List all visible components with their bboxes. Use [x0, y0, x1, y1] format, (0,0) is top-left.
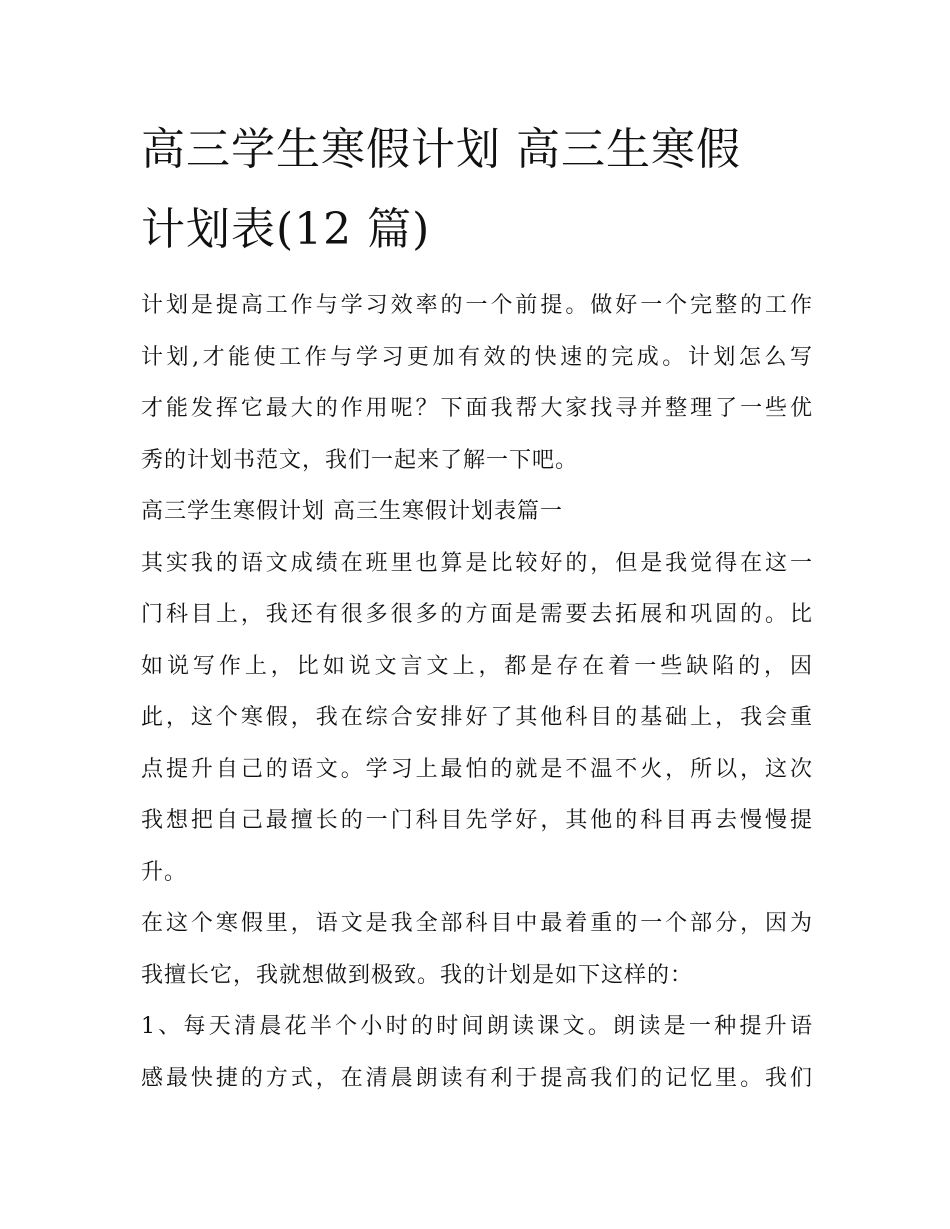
document-page — [141, 110, 813, 1104]
document-title — [141, 110, 813, 270]
paragraph-line: 其实我的语文成绩在班里也算是比较好的，但是我觉得在这一 — [141, 550, 813, 576]
paragraph-line: 升。 — [141, 859, 188, 885]
paragraph-line: 在这个寒假里，语文是我全部科目中最着重的一个部分，因为 — [141, 911, 813, 936]
list-item-line: 1、每天清晨花半个小时的时间朗读课文。朗读是一种提升语 — [141, 1014, 813, 1039]
paragraph-line: 门科目上，我还有很多很多的方面是需要去拓展和巩固的。比 — [141, 602, 813, 627]
document-body — [141, 280, 813, 1104]
list-item-line: 感最快捷的方式，在清晨朗读有利于提高我们的记忆里。我们 — [141, 1065, 813, 1091]
paragraph-line: 此，这个寒假，我在综合安排好了其他科目的基础上，我会重 — [141, 705, 813, 730]
paragraph-line: 才能发挥它最大的作用呢？下面我帮大家找寻并整理了一些优 — [141, 396, 813, 421]
paragraph-line: 计划是提高工作与学习效率的一个前提。做好一个完整的工作 — [141, 293, 813, 318]
section-heading: 高三学生寒假计划 高三生寒假计划表篇一 — [141, 499, 563, 524]
paragraph-line: 秀的计划书范文，我们一起来了解一下吧。 — [141, 447, 579, 473]
title-line-2: 计划表(12 篇) — [141, 204, 431, 255]
title-line-1: 高三学生寒假计划 高三生寒假 — [141, 124, 741, 175]
paragraph-line: 点提升自己的语文。学习上最怕的就是不温不火，所以，这次 — [141, 756, 813, 782]
paragraph-line: 如说写作上，比如说文言文上，都是存在着一些缺陷的，因 — [141, 653, 813, 679]
paragraph-line: 计划,才能使工作与学习更加有效的快速的完成。计划怎么写 — [141, 344, 813, 370]
paragraph-line: 我想把自己最擅长的一门科目先学好，其他的科目再去慢慢提 — [141, 808, 813, 833]
paragraph-line: 我擅长它，我就想做到极致。我的计划是如下这样的： — [141, 962, 694, 988]
